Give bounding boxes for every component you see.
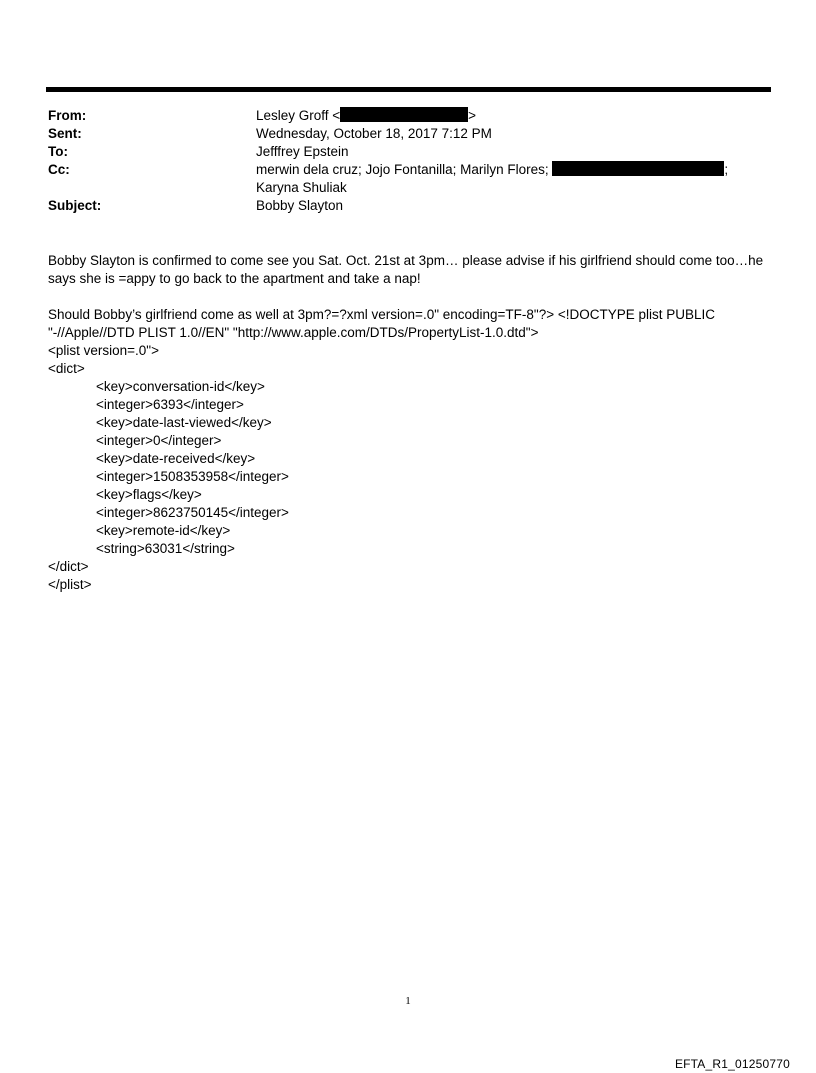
- to-label: To:: [48, 144, 68, 159]
- cc-value: [256, 161, 772, 197]
- plist-line: <integer>8623750145</integer>: [96, 505, 289, 520]
- plist-block: [48, 342, 768, 594]
- body-paragraph: Should Bobby’s girlfriend come as well at 3pm?=?xml version=.0" encoding=TF-8"?> <!DOCTYPE plist PUBLIC "-//Apple//DTD PLIST 1.0//EN" "http://www.apple.com/DTDs/PropertyList-1.0.dtd">: [48, 307, 716, 340]
- plist-line: <key>flags</key>: [96, 487, 202, 502]
- sent-value: Wednesday, October 18, 2017 7:12 PM: [256, 126, 492, 141]
- cc-recipients-end: ; Karyna Shuliak: [256, 162, 729, 195]
- document-id: EFTA_R1_01250770: [674, 1057, 790, 1071]
- to-row: [48, 143, 772, 161]
- redacted-email-address: [340, 107, 468, 122]
- plist-line: </plist>: [48, 577, 92, 592]
- cc-label: Cc:: [48, 162, 70, 177]
- plist-line: <key>conversation-id</key>: [96, 379, 265, 394]
- plist-line: <integer>1508353958</integer>: [96, 469, 289, 484]
- plist-line: <string>63031</string>: [96, 541, 235, 556]
- from-name-close: >: [468, 108, 477, 123]
- to-value: Jefffrey Epstein: [256, 144, 349, 159]
- plist-line: <key>date-last-viewed</key>: [96, 415, 272, 430]
- plist-line: <integer>0</integer>: [96, 433, 222, 448]
- subject-label: Subject:: [48, 198, 102, 213]
- sent-row: [48, 125, 772, 143]
- redacted-recipient: [552, 161, 724, 176]
- sent-label: Sent:: [48, 126, 82, 141]
- from-value: [256, 107, 772, 125]
- from-row: [48, 107, 772, 125]
- plist-line: </dict>: [48, 559, 89, 574]
- plist-line: <integer>6393</integer>: [96, 397, 244, 412]
- cc-recipients: merwin dela cruz; Jojo Fontanilla; Marilyn Flores;: [256, 162, 553, 177]
- plist-line: <key>date-received</key>: [96, 451, 256, 466]
- plist-line: <key>remote-id</key>: [96, 523, 231, 538]
- plist-line: <dict>: [48, 361, 85, 376]
- header-divider: [46, 87, 771, 92]
- email-body: [48, 252, 768, 594]
- subject-row: [48, 197, 772, 215]
- subject-value: Bobby Slayton: [256, 198, 344, 213]
- email-header: [48, 107, 772, 215]
- from-label: From:: [48, 108, 87, 123]
- page-number: 1: [405, 995, 411, 1007]
- plist-line: <plist version=.0">: [48, 343, 159, 358]
- from-name: Lesley Groff <: [256, 108, 341, 123]
- body-paragraph: Bobby Slayton is confirmed to come see you Sat. Oct. 21st at 3pm… please advise if his girlfriend should come too…he says she is =appy to go back to the apartment and take a nap!: [48, 253, 764, 286]
- cc-row: [48, 161, 772, 197]
